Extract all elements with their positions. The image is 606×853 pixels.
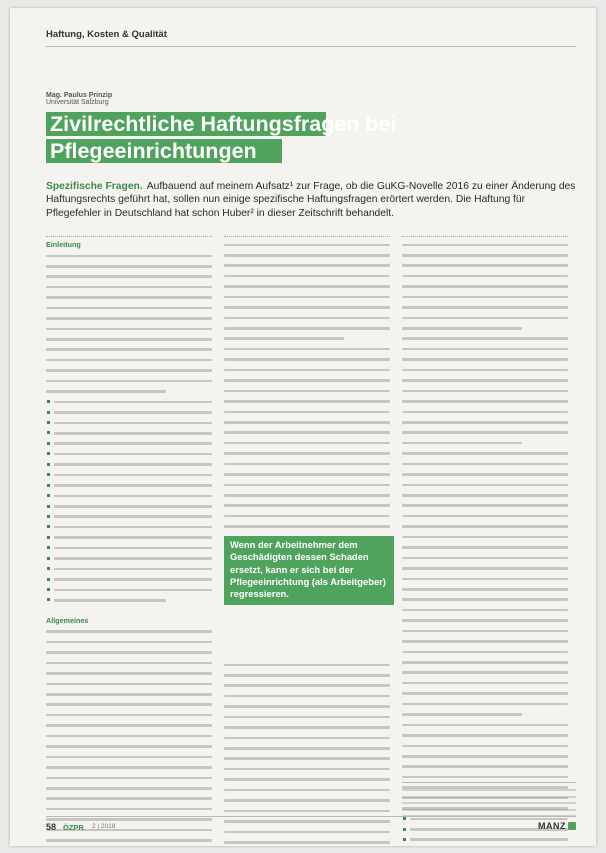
- body-text: [402, 240, 568, 846]
- body-text: [46, 627, 212, 846]
- text-column-3: [402, 236, 568, 846]
- author-block: [46, 92, 112, 106]
- page-footer: [46, 816, 576, 835]
- section-label: Haftung, Kosten & Qualität: [46, 29, 167, 40]
- page-number: 58: [46, 822, 57, 832]
- author-name: Mag. Paulus Prinzip: [46, 92, 113, 99]
- footnotes: [402, 782, 576, 820]
- column-rule: [46, 236, 212, 237]
- column-rule: [224, 236, 390, 237]
- article-lead: [46, 180, 576, 220]
- author-affiliation: Universität Salzburg: [46, 99, 109, 106]
- publication-name: ÖZPR: [63, 822, 84, 832]
- issue-number: 2 | 2018: [92, 823, 116, 830]
- publisher-logo: [538, 821, 576, 831]
- lead-keyword: Spezifische Fragen.: [46, 181, 143, 192]
- text-column-1: [46, 236, 212, 846]
- body-text: [224, 240, 390, 574]
- running-header: [46, 20, 576, 47]
- section-heading-allgemeines: Allgemeines: [46, 615, 89, 625]
- manz-logo-icon: [568, 822, 576, 830]
- column-rule: [402, 236, 568, 237]
- article-title: Zivilrechtliche Haftungsfragen bei Pflegeeinrichtungen: [50, 112, 397, 163]
- section-heading-einleitung: Einleitung: [46, 240, 81, 249]
- body-text: [46, 251, 212, 606]
- pull-quote: Wenn der Arbeitnehmer dem Geschädigten dessen Schaden ersetzt, kann er sich bei der Pflegeeinrichtung (als Arbeitgeber) regressieren.: [224, 536, 394, 605]
- lead-text: Aufbauend auf meinem Aufsatz¹ zur Frage, ob die GuKG-Novelle 2016 zu einer Änderung des Haftungsrechts geführt hat, sollen nun einige spezifische Haftungsfragen erörtert werden. Die Haftung für Pflegefehler in Deutschland hat schon Huber² in dieser Zeitschrift behandelt.: [46, 181, 576, 219]
- magazine-page: [10, 8, 596, 846]
- publisher-name: MANZ: [538, 821, 566, 831]
